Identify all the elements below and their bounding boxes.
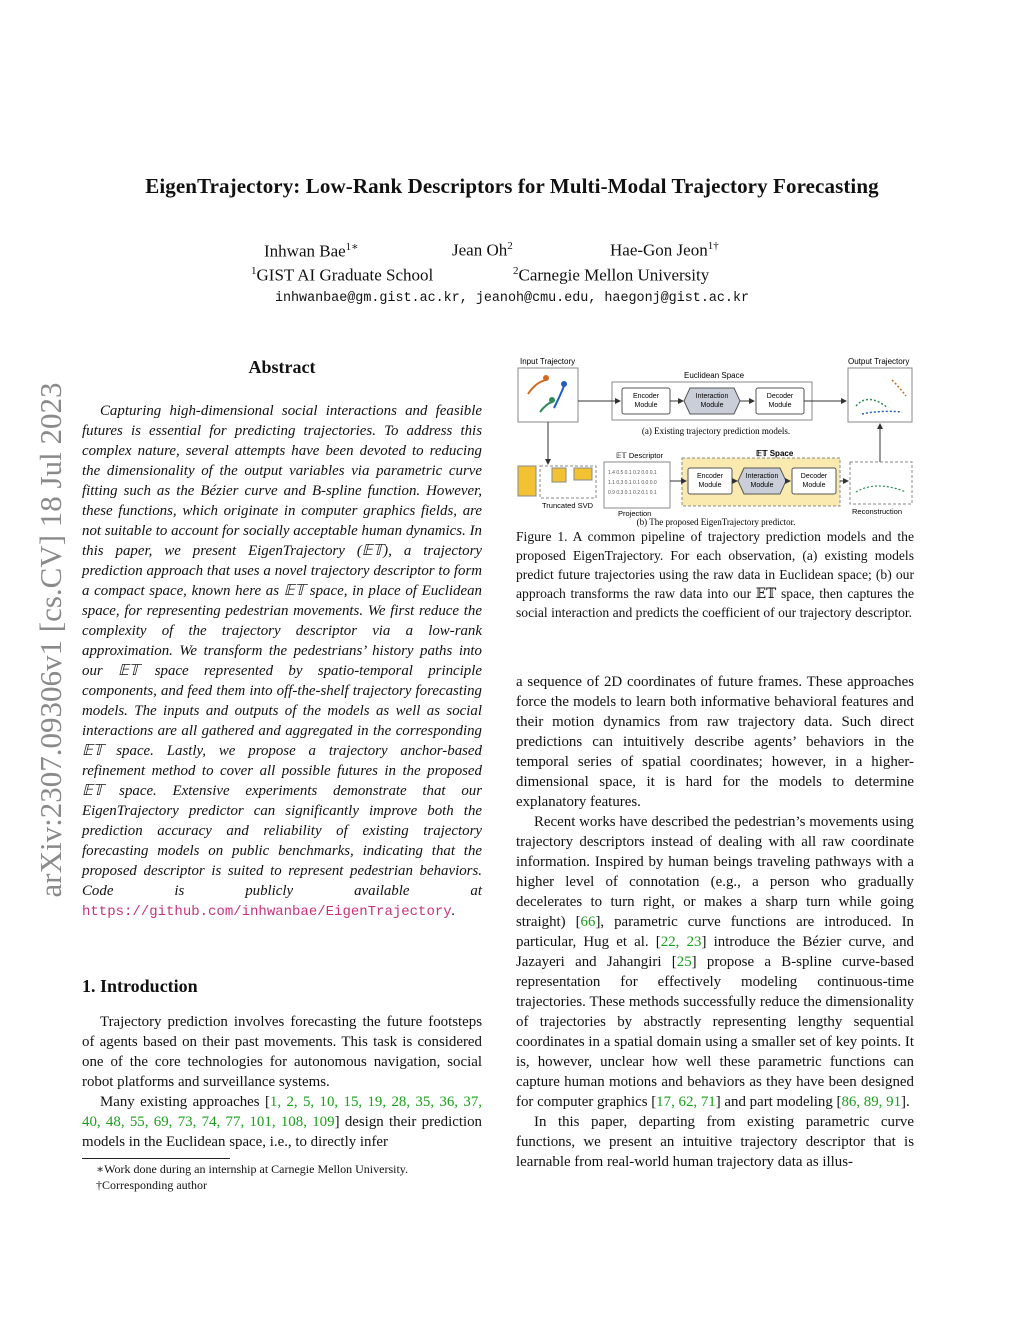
p2-part-c: ] introduce the Bézier curve, and Jazayeri and Jahangiri [	[516, 934, 914, 970]
encoder-module-word-a: Module	[634, 402, 658, 409]
svg-text:1.1 0.3 0.1 0.1 0.0 0.0: 1.1 0.3 0.1 0.1 0.0 0.0	[608, 480, 657, 486]
output-trajectory-box	[848, 368, 912, 422]
et-descriptor-label: 𝔼𝕋 Descriptor	[616, 451, 664, 460]
interaction-module-word-a: Module	[700, 402, 724, 409]
encoder-module-a	[622, 388, 670, 414]
decoder-label-a: Decoder	[766, 393, 794, 400]
author-2: Jean Oh$^2$	[452, 240, 513, 260]
intro-p2-start: Many existing approaches [	[100, 1094, 270, 1110]
et-descriptor-coefficients	[608, 470, 657, 496]
encoder-module-word-b: Module	[698, 482, 722, 489]
citation-17-62-71[interactable]: 17, 62, 71	[656, 1094, 716, 1110]
intro-p2-end: ] design their prediction models in the Euclidean space, i.e., to directly infer	[82, 1114, 482, 1150]
subcaption-a: (a) Existing trajectory prediction models.	[641, 426, 791, 436]
decoder-module-word-a: Module	[768, 402, 792, 409]
p2-part-e: ] and part modeling [	[715, 1094, 842, 1110]
intro-paragraph-1: Trajectory prediction involves forecasting the future footsteps of agents based on their past movements. This task is considered one of the core technologies for autonomous navigation, social robot platforms and surveillance systems.	[82, 1014, 482, 1090]
author-emails: inhwanbae@gm.gist.ac.kr, jeanoh@cmu.edu, haegonj@gist.ac.kr	[274, 291, 750, 306]
footnote-rule	[82, 1158, 230, 1159]
arxiv-stamp: arXiv:2307.09306v1 [cs.CV] 18 Jul 2023	[33, 382, 68, 898]
paper-title: EigenTrajectory: Low-Rank Descriptors for Multi-Modal Trajectory Forecasting	[145, 174, 879, 198]
figure-1	[516, 352, 916, 527]
interaction-label-a: Interaction	[695, 393, 729, 400]
right-paragraph-1: a sequence of 2D coordinates of future frames. These approaches force the models to learn both informative behavioral features and their motion dynamics from raw trajectory data. Such direct predictions can intuitively describe agents’ behaviors in the temporal series of spatial coordinates; however, in a higher-dimensional space, it is hard for the models to determine explanatory features.	[516, 674, 914, 810]
svd-matrix-u	[518, 466, 536, 496]
section-heading-introduction: 1. Introduction	[82, 976, 198, 996]
subcaption-b: (b) The proposed EigenTrajectory predictor.	[636, 517, 796, 527]
p2-part-a: Recent works have described the pedestrian’s movements using trajectory descriptors instead of dealing with all raw coordinate information. Inspired by human beings traveling pathways with a higher level of connotation (e.g., a person who gradually decelerates to turn right, or makes a sharp turn while going straight) [	[516, 814, 914, 930]
footnote-1: ∗Work done during an internship at Carnegie Mellon University.	[96, 1162, 409, 1176]
interaction-module-b	[738, 468, 786, 494]
right-paragraph-2	[516, 812, 914, 1112]
interaction-module-a	[684, 388, 740, 414]
encoder-label-a: Encoder	[632, 393, 660, 400]
intro-text	[82, 1012, 482, 1152]
decoder-module-word-b: Module	[802, 482, 826, 489]
citation-86-89-91[interactable]: 86, 89, 91	[841, 1094, 902, 1110]
citation-22-23[interactable]: 22, 23	[660, 934, 702, 950]
abstract-end: .	[451, 903, 456, 919]
intro-paragraph-2	[82, 1092, 482, 1152]
figure-1-caption: Figure 1. A common pipeline of trajectory prediction models and the proposed EigenTrajectory. For each observation, (a) existing models predict future trajectories using the raw data in Euclidean space; (b) our approach transforms the raw data into our 𝔼𝕋 space, then captures the social interaction and predicts the coefficient of our trajectory descriptor.	[516, 529, 914, 620]
pedestrian-blue-icon	[561, 381, 567, 387]
right-column-text	[516, 672, 914, 1172]
author-3: Hae-Gon Jeon$^{1\dagger}$	[610, 240, 719, 260]
input-trajectory-label: Input Trajectory	[520, 357, 576, 366]
interaction-module-word-b: Module	[750, 482, 774, 489]
output-trajectory-label: Output Trajectory	[848, 357, 910, 366]
svd-matrix-v	[574, 468, 592, 480]
citation-25[interactable]: 25	[676, 954, 692, 970]
footnotes	[82, 1161, 482, 1193]
decoder-module-b	[792, 468, 836, 494]
pedestrian-orange-icon	[543, 375, 549, 381]
euclidean-space-label: Euclidean Space	[684, 371, 745, 380]
affiliation-2: $^2$Carnegie Mellon University	[513, 265, 710, 285]
decoder-module-a	[756, 388, 804, 414]
interaction-label-b: Interaction	[745, 473, 779, 480]
author-1: Inhwan Bae$^{1∗}$	[264, 241, 359, 261]
right-paragraph-3: In this paper, departing from existing parametric curve functions, we present an intuitive trajectory descriptor that is learnable from real-world human trajectory data as illus-	[516, 1114, 914, 1170]
pedestrian-green-icon	[549, 397, 555, 403]
encoder-module-b	[688, 468, 732, 494]
affiliation-1: $^1$GIST AI Graduate School	[251, 265, 434, 285]
citation-66[interactable]: 66	[580, 914, 596, 930]
svg-text:0.9 0.3 0.1 0.2 0.1 0.1: 0.9 0.3 0.1 0.2 0.1 0.1	[608, 490, 657, 496]
citation-links[interactable]: 1, 2, 5, 10, 15, 19, 28, 35, 36, 37, 40, 48, 55, 69, 73, 74, 77, 101, 108, 109	[82, 1094, 482, 1130]
p2-part-f: ].	[901, 1094, 910, 1110]
svd-matrix-s	[552, 468, 566, 482]
svg-text:1.4 0.5 0.1 0.2 0.0 0.1: 1.4 0.5 0.1 0.2 0.0 0.1	[608, 470, 657, 476]
abstract-body: Capturing high-dimensional social interactions and feasible futures is essential for predicting trajectories. To address this complex nature, several attempts have been devoted to reducing the dimensionality of the output variables via parametric curve fitting such as the Bézier curve and B-spline function. However, these functions, which originate in computer graphics fields, are not suitable to account for socially acceptable human dynamics. In this paper, we present EigenTrajectory (𝔼𝕋), a trajectory prediction approach that uses a novel trajectory descriptor to form a compact space, known here as 𝔼𝕋 space, in place of Euclidean space, for representing pedestrian movements. We first reduce the complexity of the trajectory descriptor via a low-rank approximation. We transform the pedestrians’ history paths into our 𝔼𝕋 space represented by spatio-temporal principle components, and feed them into off-the-shelf trajectory forecasting models. The inputs and outputs of the models as well as social interactions are all gathered and aggregated in the corresponding 𝔼𝕋 space. Lastly, we propose a trajectory anchor-based refinement method to cover all possible futures in the proposed 𝔼𝕋 space. Extensive experiments demonstrate that our EigenTrajectory predictor can significantly improve both the prediction accuracy and reliability of existing trajectory forecasting models on public benchmarks, indicating that the proposed descriptor is suited to represent pedestrian behaviors. Code is publicly available at	[82, 403, 482, 899]
figure-1-diagram	[516, 352, 916, 527]
code-link[interactable]: https://github.com/inhwanbae/EigenTrajectory	[82, 904, 452, 920]
reconstruction-label: Reconstruction	[852, 507, 903, 516]
encoder-label-b: Encoder	[696, 473, 724, 480]
decoder-label-b: Decoder	[800, 473, 828, 480]
reconstruction-box	[850, 462, 912, 504]
projection-label: Projection	[618, 509, 652, 518]
abstract-text	[82, 401, 482, 922]
p2-part-b: ], parametric curve functions are introduced. In particular, Hug et al. [	[516, 914, 914, 950]
et-space-label: 𝔼𝕋 Space	[756, 449, 794, 458]
truncated-svd-label: Truncated SVD	[542, 501, 593, 510]
footnote-2: †Corresponding author	[96, 1178, 207, 1192]
abstract-heading: Abstract	[248, 357, 316, 377]
p2-part-d: ] propose a B-spline curve-based representation for effectively modeling continuous-time trajectories. These methods successfully reduce the dimensionality of trajectories by abstractly representing lengthy sequential coordinates in a spatial domain using a smaller set of key points. It is, however, unclear how well these parametric functions can capture human motions and behaviors as they have been designed for computer graphics [	[516, 954, 914, 1110]
